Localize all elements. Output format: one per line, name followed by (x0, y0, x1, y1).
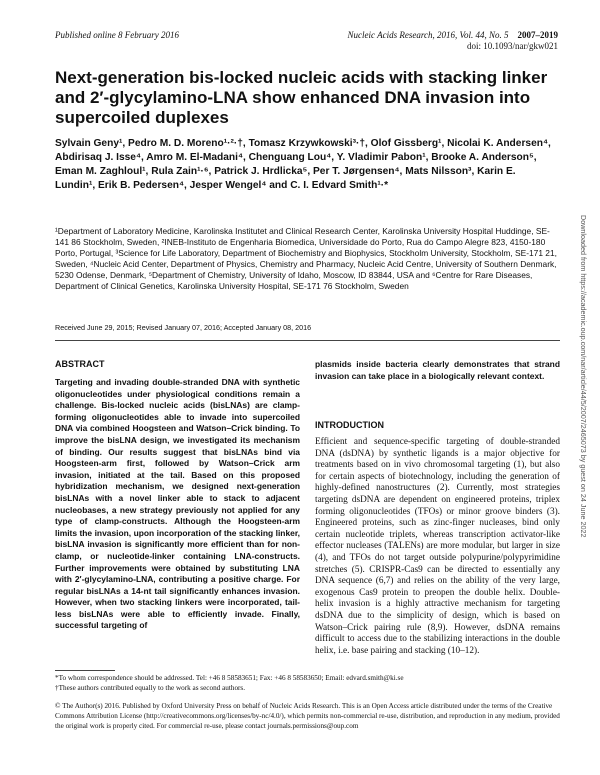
copyright-notice: © The Author(s) 2016. Published by Oxford University Press on behalf of Nucleic Acids Research. This is an Open Access article distributed under the terms of the Creative Commons Attribution License (http://creativecommons.org/licenses/by-nc/4.0/), which permits non-commercial re-use, distribution, and reproduction in any medium, provided the original work is properly cited. For commercial re-use, please contact journals.permissions@oup.com (55, 702, 560, 730)
published-date: Published online 8 February 2016 (55, 30, 179, 40)
footnote-divider (55, 670, 115, 671)
download-watermark (579, 215, 593, 595)
author-list: Sylvain Geny¹, Pedro M. D. Moreno¹·²·†, Tomasz Krzywkowski³·†, Olof Gissberg¹, Nicolai K. Andersen⁴, Abdirisaq J. Isse⁴, Amro M. El-Madani⁴, Chenguang Lou⁴, Y. Vladimir Pabon¹, Brooke A. Anderson⁵, Eman M. Zaghloul¹, Rula Zain¹·⁶, Patrick J. Hrdlicka⁵, Per T. Jørgensen⁴, Mats Nilsson³, Karin E. Lundin¹, Erik B. Pedersen⁴, Jesper Wengel⁴ and C. I. Edvard Smith¹·* (55, 138, 551, 191)
doi-link[interactable]: doi: 10.1093/nar/gkw021 (467, 41, 558, 51)
received-dates: Received June 29, 2015; Revised January 07, 2016; Accepted January 08, 2016 (55, 323, 312, 332)
abstract-continuation: plasmids inside bacteria clearly demonstrates that strand invasion can take place in a biologically relevant context. (315, 359, 560, 381)
page-range: 2007–2019 (517, 30, 558, 40)
equal-contribution-note: †These authors contributed equally to the work as second authors. (55, 684, 246, 692)
footnotes (55, 673, 560, 693)
corresponding-author-note: *To whom correspondence should be addressed. Tel: +46 8 58583651; Fax: +46 8 58583650; Email: edvard.smith@ki.se (55, 674, 404, 682)
abstract-heading: ABSTRACT (55, 359, 105, 369)
journal-header (348, 30, 558, 52)
introduction-heading: INTRODUCTION (315, 420, 384, 430)
journal-citation: Nucleic Acids Research, 2016, Vol. 44, No. 5 (347, 30, 509, 40)
article-title: Next-generation bis-locked nucleic acids with stacking linker and 2′-glycylamino-LNA show enhanced DNA invasion into supercoiled duplexes (55, 68, 548, 127)
header-divider (55, 340, 560, 341)
affiliations: ¹Department of Laboratory Medicine, Karolinska Institutet and Clinical Research Center, Karolinska University Hospital Huddinge, SE-141 86 Stockholm, Sweden, ²INEB-Instituto de Engenharia Biomedica, Universidade do Porto, Rua do Campo Alegre 823, 4150-180 Porto, Portugal, ³Science for Life Laboratory, Department of Biochemistry and Biophysics, Stockholm University, Stockholm, SE-171 21, Sweden, ⁴Nucleic Acid Center, Department of Physics, Chemistry and Pharmacy, Nucleic Acid Centre, University of Southern Denmark, 5230 Odense, Denmark, ⁵Department of Chemistry, University of Idaho, Moscow, ID 83844, USA and ⁶Centre for Rare Diseases, Department of Clinical Genetics, Karolinska University Hospital, SE-171 76 Stockholm, Sweden (55, 226, 557, 291)
introduction-text: Efficient and sequence-specific targeting of double-stranded DNA (dsDNA) by synthetic ligands is a major objective for treatments based on in vivo chromosomal targeting (1), but also for certain aspects of biotechnology, including the generation of highly-defined nanostructures (2). Currently, most strategies targeting dsDNA are dependent on engineered proteins, triplex forming oligonucleotides (TFOs) or minor groove binders (3). Engineered proteins, such as zinc-finger nucleases, bind only certain nucleotide triplets, whereas transcription activator-like effector nucleases (TALENs) are more modular, but larger in size (4), and TFOs do not target outside polypurine/polypyrimidine stretches (5). CRISPR-Cas9 can be directed to essentially any DNA sequence (6,7) and relies on the ability of the very large, exogenous Cas9 protein to preopen the double helix. Double-helix invasion is a highly attractive mechanism for targeting dsDNA due to the simplicity of design, which is based on Watson–Crick pairing rule (8,9). However, dsDNA remains difficult to access due to the stabilizing interactions in the double helix, i.e. base pairing and stacking (10–12). (315, 437, 560, 656)
download-watermark-text: Downloaded from https://academic.oup.com/nar/article/44/5/2007/2465073 by guest on 24 June 2022 (579, 215, 588, 538)
abstract-text: Targeting and invading double-stranded DNA with synthetic oligonucleotides under physiological conditions remain a challenge. Bis-locked nucleic acids (bisLNAs) are clamp-forming oligonucleotides able to invade into supercoiled DNA via combined Hoogsteen and Watson–Crick binding. To improve the bisLNA design, we investigated its mechanism of binding. Our results suggest that bisLNAs bind via Hoogsteen-arm first, followed by Watson–Crick arm invasion, initiated at the tail. Based on this proposed hybridization mechanism, we designed next-generation bisLNAs with a novel linker able to stack to adjacent nucleobases, a new strategy previously not applied for any type of clamp-constructs. Although the Hoogsteen-arm limits the invasion, upon incorporation of the stacking linker, bisLNA invasion is significantly more efficient than for non-clamp, or nucleotide-linker containing LNA-constructs. Further improvements were obtained by substituting LNA with 2′-glycylamino-LNA, contributing a positive charge. For regular bisLNAs a 14-nt tail significantly enhances invasion. However, when two stacking linkers were incorporated, tail-less bisLNAs were able to efficiently invade. Finally, successful targeting of (55, 377, 300, 631)
